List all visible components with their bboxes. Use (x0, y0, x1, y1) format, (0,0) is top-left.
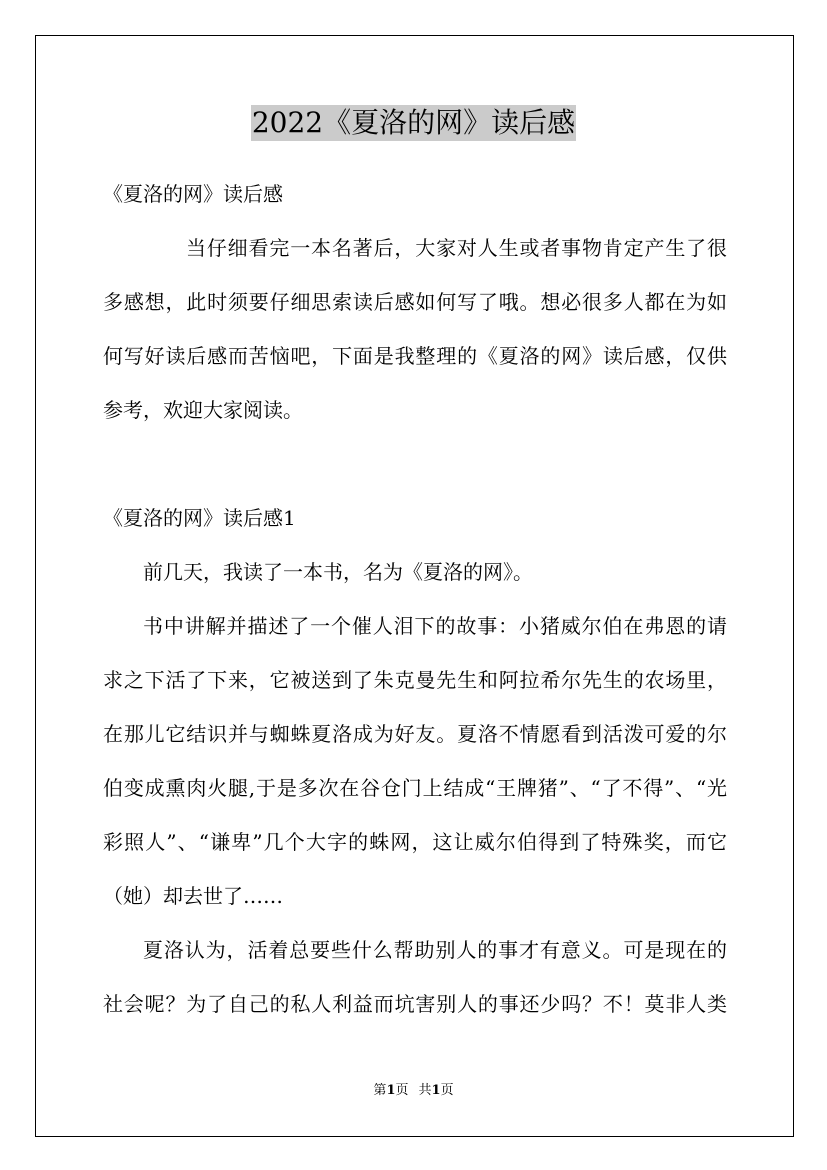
footer-total-prefix: 共 (418, 1083, 432, 1098)
paragraph-line: （她）却去世了…… (103, 884, 283, 908)
footer-total-pages: 1 (431, 1083, 441, 1098)
paragraph-line: 社会呢？为了自己的私人利益而坑害别人的事还少吗？不！莫非人类 (103, 992, 727, 1016)
page-footer (0, 1082, 827, 1100)
paragraph-line: 前几天，我读了一本书，名为《夏洛的网》。 (143, 560, 533, 584)
document-body (103, 167, 727, 1031)
intro-line: 当仔细看完一本名著后，大家对人生或者事物肯定产生了很 (186, 236, 727, 260)
footer-page-suffix: 页 (395, 1083, 409, 1098)
section-heading: 《夏洛的网》读后感1 (103, 506, 296, 530)
document-title: 2022《夏洛的网》读后感 (251, 106, 576, 139)
footer-total-suffix: 页 (440, 1083, 454, 1098)
intro-line: 何写好读后感而苦恼吧，下面是我整理的《夏洛的网》读后感，仅供 (103, 344, 727, 368)
paragraph-line: 书中讲解并描述了一个催人泪下的故事：小猪威尔伯在弗恩的请 (143, 614, 727, 638)
document-subtitle: 《夏洛的网》读后感 (103, 182, 283, 206)
paragraph-line: 伯变成熏肉火腿,于是多次在谷仓门上结成“王牌猪”、“了不得”、“光 (103, 776, 727, 800)
paragraph-line: 夏洛认为，活着总要些什么帮助别人的事才有意义。可是现在的 (143, 938, 727, 962)
paragraph-line: 在那儿它结识并与蜘蛛夏洛成为好友。夏洛不情愿看到活泼可爱的尔 (103, 722, 727, 746)
footer-current-page: 1 (386, 1083, 396, 1098)
footer-page-prefix: 第 (373, 1083, 387, 1098)
paragraph-line: 彩照人”、“谦卑”几个大字的蛛网，这让威尔伯得到了特殊奖，而它 (103, 830, 727, 854)
intro-line: 多感想，此时须要仔细思索读后感如何写了哦。想必很多人都在为如 (103, 290, 727, 314)
paragraph-line: 求之下活了下来，它被送到了朱克曼先生和阿拉希尔先生的农场里， (103, 668, 727, 692)
title-row (0, 105, 827, 141)
intro-line: 参考，欢迎大家阅读。 (103, 398, 303, 422)
